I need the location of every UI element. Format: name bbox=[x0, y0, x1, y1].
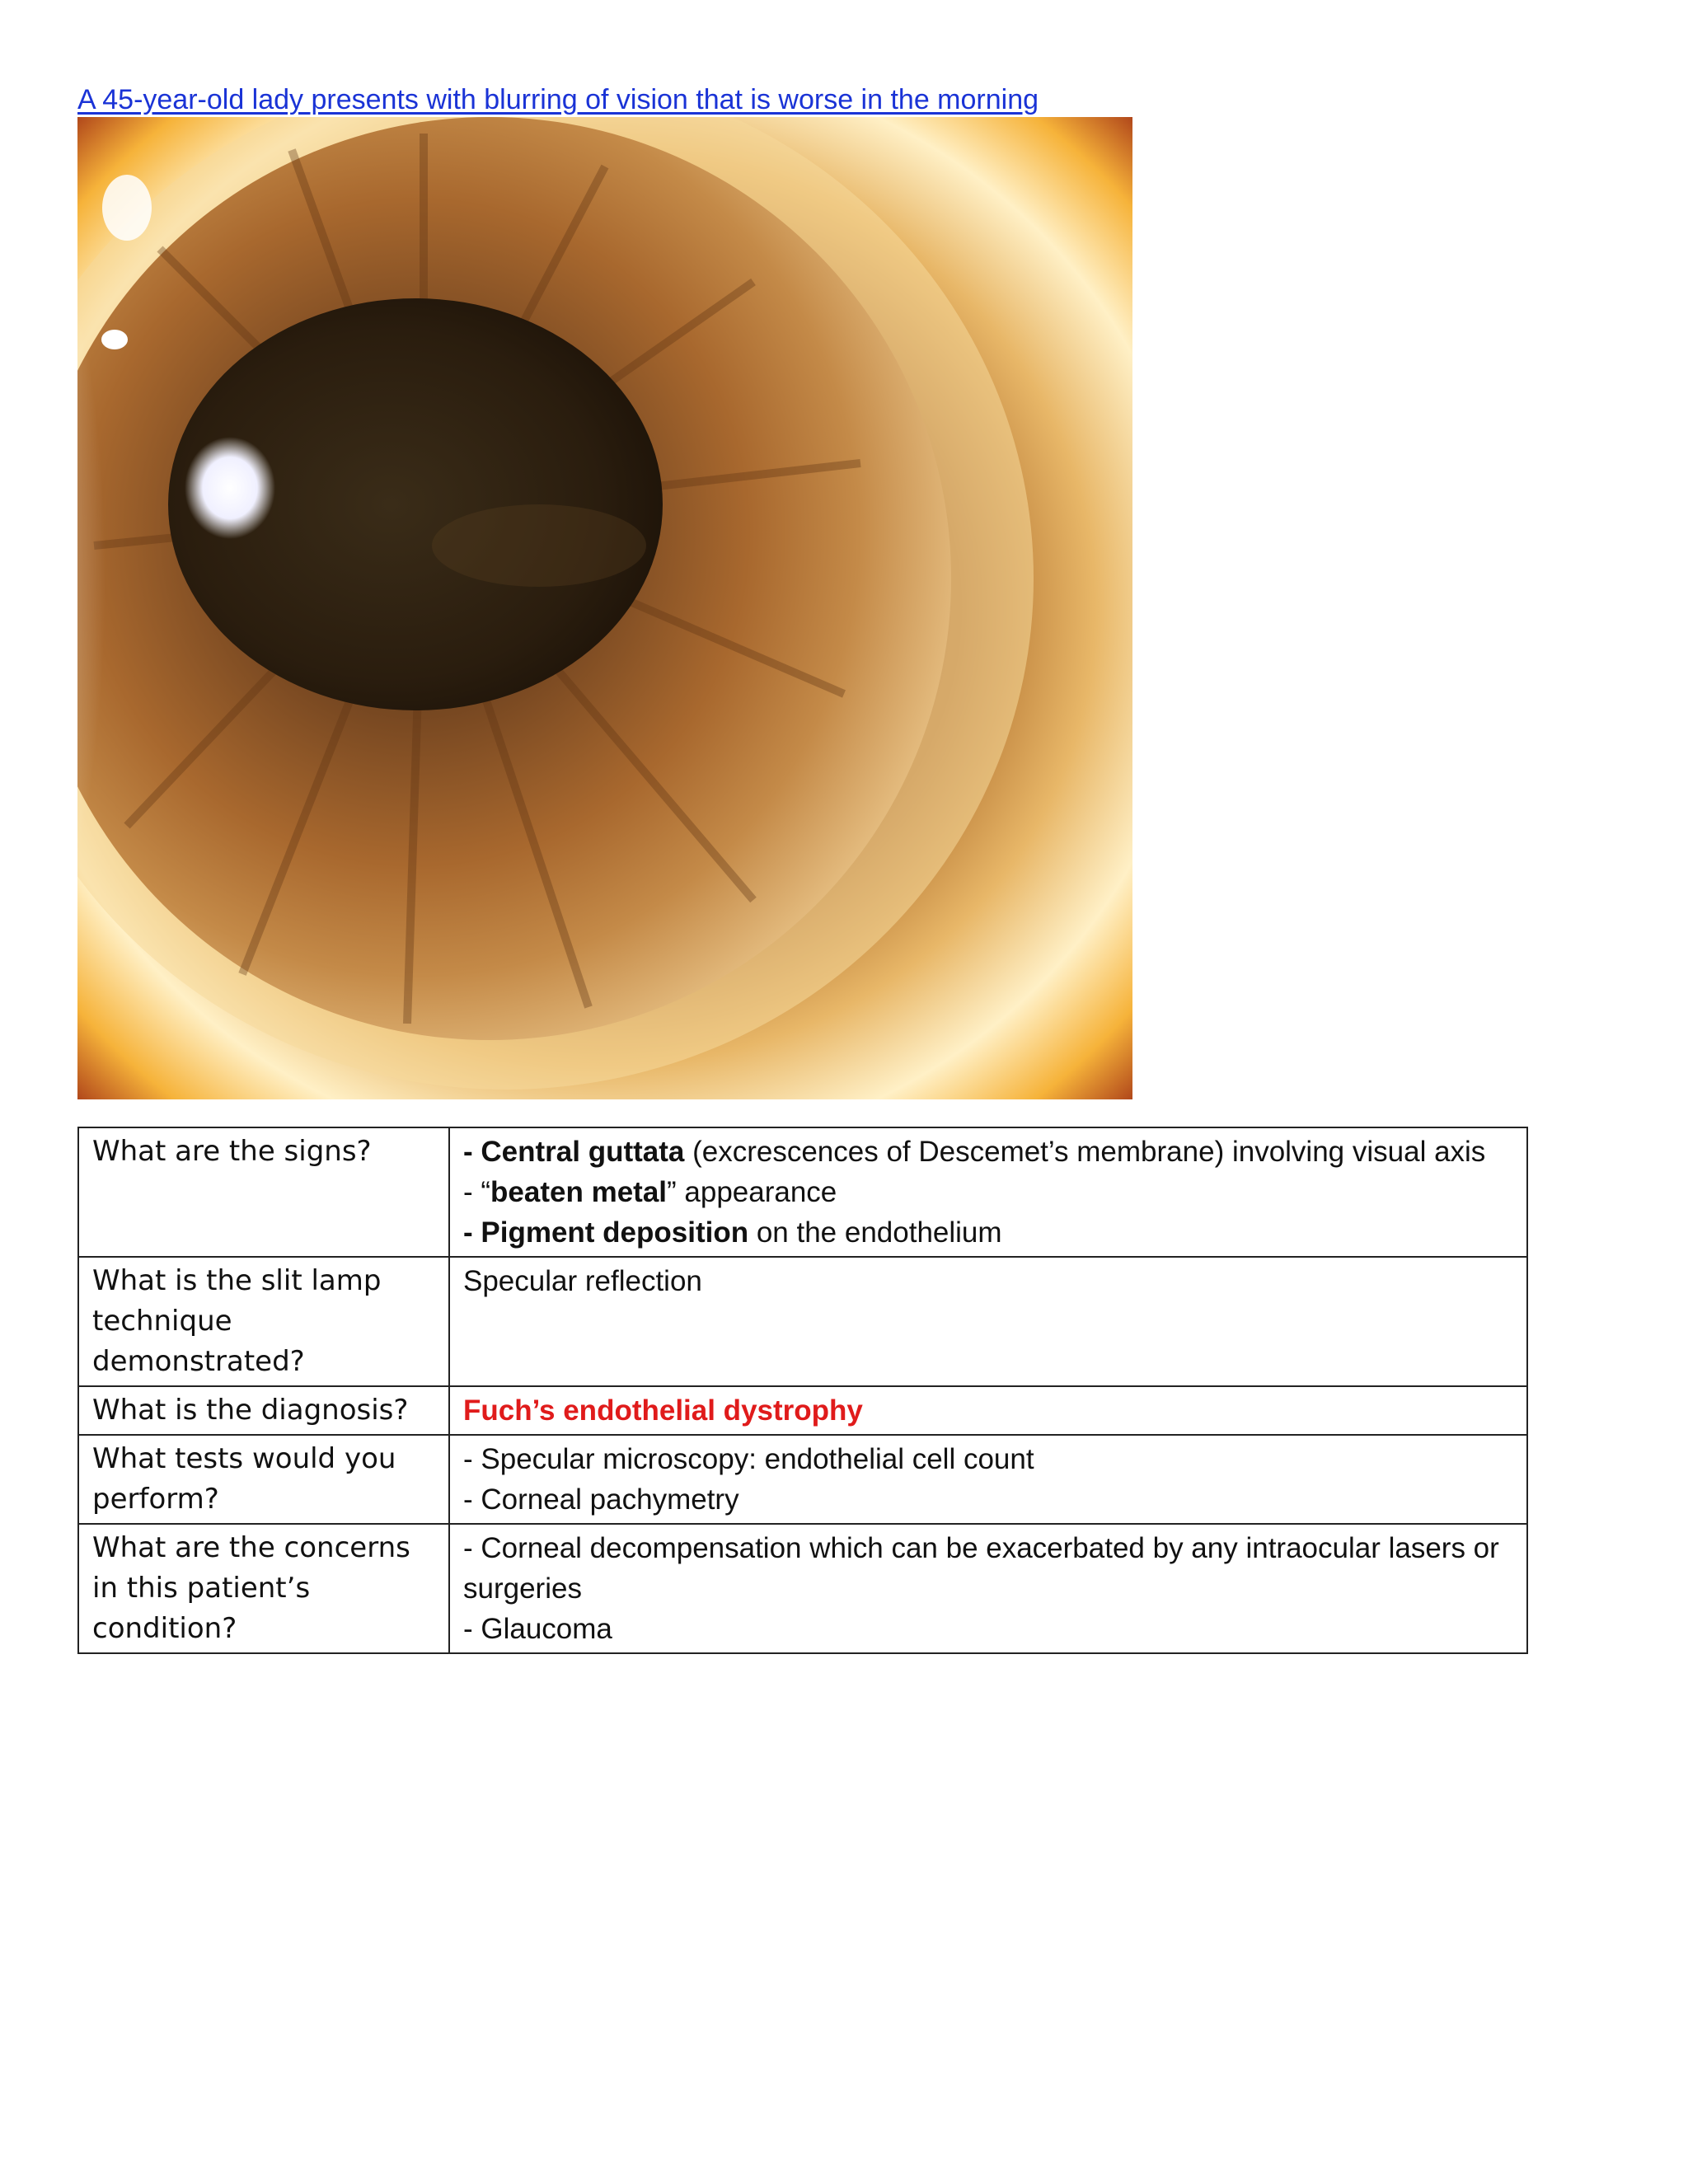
question-cell: What are the concerns in this patient’s condition? bbox=[78, 1524, 449, 1653]
answer-bold-text: - Pigment deposition bbox=[463, 1216, 749, 1249]
answer-cell bbox=[449, 1524, 1527, 1653]
qa-table bbox=[77, 1127, 1528, 1654]
case-title: A 45-year-old lady presents with blurring of vision that is worse in the morning bbox=[77, 84, 1039, 115]
diagnosis-text: Fuch’s endothelial dystrophy bbox=[463, 1394, 863, 1427]
answer-text: ” appearance bbox=[667, 1176, 837, 1208]
answer-text: on the endothelium bbox=[748, 1216, 1002, 1249]
question-cell: What is the slit lamp technique demonstrated? bbox=[78, 1257, 449, 1386]
answer-bold-text: - Central guttata bbox=[463, 1136, 685, 1168]
answer-line: Specular reflection bbox=[463, 1265, 702, 1297]
answer-bold-text: beaten metal bbox=[490, 1176, 668, 1208]
answer-line: - Corneal decompensation which can be exacerbated by any intraocular lasers or surgeries bbox=[463, 1532, 1499, 1605]
answer-cell bbox=[449, 1257, 1527, 1386]
question-cell: What are the signs? bbox=[78, 1127, 449, 1257]
answer-text: - “ bbox=[463, 1176, 491, 1208]
answer-cell bbox=[449, 1127, 1527, 1257]
table-row bbox=[78, 1386, 1527, 1435]
answer-line: - Corneal pachymetry bbox=[463, 1483, 739, 1516]
eye-photo-image bbox=[77, 117, 1132, 1099]
answer-line bbox=[463, 1212, 1513, 1253]
table-row bbox=[78, 1435, 1527, 1524]
answer-line bbox=[463, 1132, 1513, 1172]
answer-line bbox=[463, 1172, 1513, 1212]
question-cell: What tests would you perform? bbox=[78, 1435, 449, 1524]
question-cell: What is the diagnosis? bbox=[78, 1386, 449, 1435]
answer-text: (excrescences of Descemet’s membrane) involving visual axis bbox=[684, 1136, 1486, 1168]
answer-cell bbox=[449, 1386, 1527, 1435]
answer-line: - Specular microscopy: endothelial cell count bbox=[463, 1443, 1034, 1475]
answer-cell bbox=[449, 1435, 1527, 1524]
table-row bbox=[78, 1524, 1527, 1653]
eye-photo-icon bbox=[77, 117, 1132, 1099]
table-row bbox=[78, 1127, 1527, 1257]
table-row bbox=[78, 1257, 1527, 1386]
answer-line: - Glaucoma bbox=[463, 1613, 612, 1645]
